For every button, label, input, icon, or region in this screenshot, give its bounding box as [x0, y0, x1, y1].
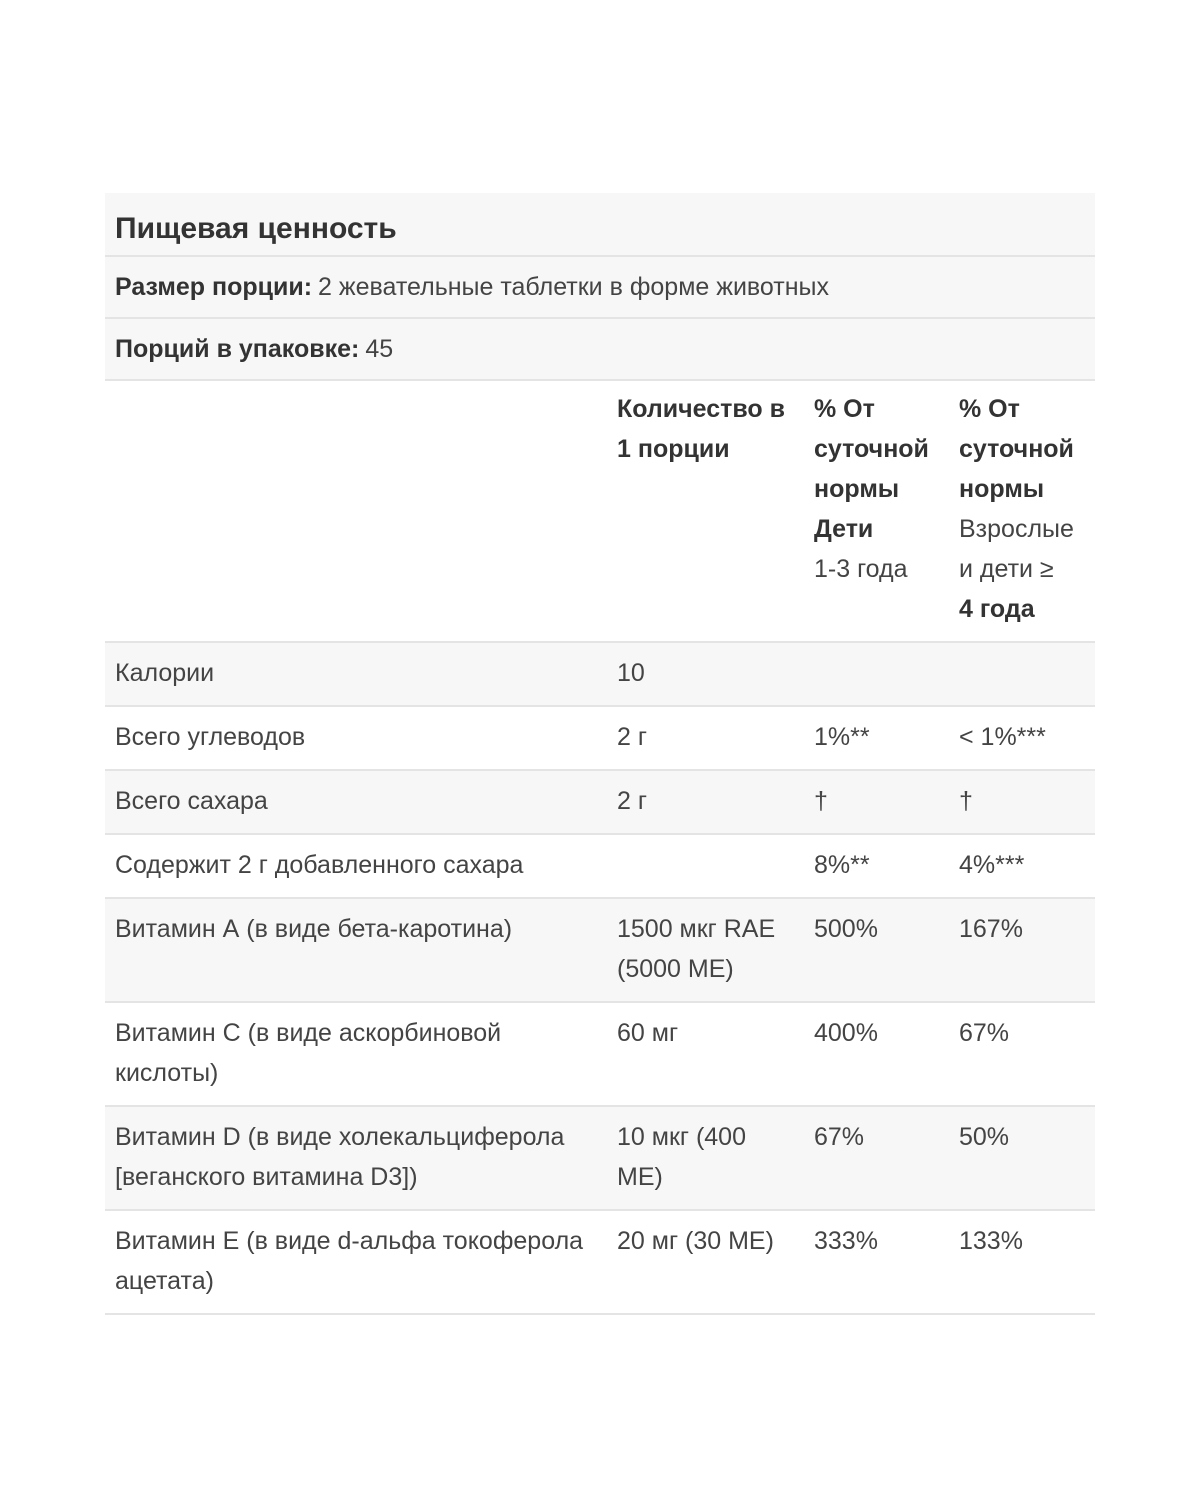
nutrient-dv-adults-cell: 167%: [949, 898, 1095, 1002]
header-amount-label: Количество в 1 порции: [617, 395, 786, 463]
serving-size-value: 2 жевательные таблетки в форме животных: [318, 272, 829, 301]
table-row: [105, 1002, 1095, 1106]
nutrient-dv-adults-cell: 133%: [949, 1210, 1095, 1314]
nutrition-facts-panel: [105, 193, 1095, 1315]
nutrient-dv-adults-cell: 50%: [949, 1106, 1095, 1210]
nutrient-name-cell: Витамин С (в виде аскорбиновой кислоты): [105, 1002, 607, 1106]
serving-size-row: [105, 257, 1095, 319]
nutrition-table: [105, 381, 1095, 1315]
nutrition-title: Пищевая ценность: [105, 193, 1095, 257]
nutrient-dv-children-cell: 8%**: [804, 834, 949, 898]
header-dv-adults-cell: [949, 381, 1095, 642]
header-dv-adults-age: 4 года: [959, 595, 1035, 623]
table-row: [105, 770, 1095, 834]
header-dv-adults-group: Взрослые и дети ≥: [959, 515, 1074, 583]
table-row: [105, 898, 1095, 1002]
nutrient-amount-cell: 1500 мкг RAE (5000 МЕ): [607, 898, 804, 1002]
header-dv-children-group: Дети: [814, 515, 874, 543]
nutrient-amount-cell: 10: [607, 642, 804, 706]
table-row: [105, 1106, 1095, 1210]
nutrient-amount-cell: 60 мг: [607, 1002, 804, 1106]
nutrient-dv-adults-cell: [949, 642, 1095, 706]
table-header-row: [105, 381, 1095, 642]
nutrient-dv-adults-cell: †: [949, 770, 1095, 834]
table-row: [105, 642, 1095, 706]
nutrient-amount-cell: [607, 834, 804, 898]
nutrient-amount-cell: 2 г: [607, 770, 804, 834]
header-amount-cell: [607, 381, 804, 642]
nutrient-dv-adults-cell: 67%: [949, 1002, 1095, 1106]
nutrient-name-cell: Калории: [105, 642, 607, 706]
nutrient-name-cell: Витамин D (в виде холекальциферола [веганского витамина D3]): [105, 1106, 607, 1210]
nutrient-amount-cell: 10 мкг (400 МЕ): [607, 1106, 804, 1210]
servings-per-container-row: [105, 319, 1095, 381]
header-dv-children-age: 1-3 года: [814, 555, 908, 583]
nutrient-amount-cell: 2 г: [607, 706, 804, 770]
header-name-cell: [105, 381, 607, 642]
servings-per-container-value: 45: [365, 334, 394, 363]
nutrient-name-cell: Витамин А (в виде бета-каротина): [105, 898, 607, 1002]
nutrient-name-cell: Всего углеводов: [105, 706, 607, 770]
nutrient-dv-adults-cell: < 1%***: [949, 706, 1095, 770]
table-row: [105, 1210, 1095, 1314]
nutrient-name-cell: Витамин Е (в виде d-альфа токоферола ацетата): [105, 1210, 607, 1314]
nutrient-name-cell: Содержит 2 г добавленного сахара: [105, 834, 607, 898]
table-row: [105, 834, 1095, 898]
servings-per-container-label: Порций в упаковке:: [115, 334, 360, 363]
nutrient-amount-cell: 20 мг (30 МЕ): [607, 1210, 804, 1314]
nutrient-dv-children-cell: 1%**: [804, 706, 949, 770]
header-dv-children-label: % От суточной нормы: [814, 395, 929, 503]
header-dv-adults-label: % От суточной нормы: [959, 395, 1074, 503]
table-row: [105, 706, 1095, 770]
nutrient-dv-adults-cell: 4%***: [949, 834, 1095, 898]
nutrient-dv-children-cell: 500%: [804, 898, 949, 1002]
nutrient-name-cell: Всего сахара: [105, 770, 607, 834]
nutrient-dv-children-cell: 333%: [804, 1210, 949, 1314]
nutrient-dv-children-cell: 400%: [804, 1002, 949, 1106]
header-dv-children-cell: [804, 381, 949, 642]
nutrient-dv-children-cell: 67%: [804, 1106, 949, 1210]
nutrient-dv-children-cell: †: [804, 770, 949, 834]
serving-size-label: Размер порции:: [115, 272, 313, 301]
nutrient-dv-children-cell: [804, 642, 949, 706]
